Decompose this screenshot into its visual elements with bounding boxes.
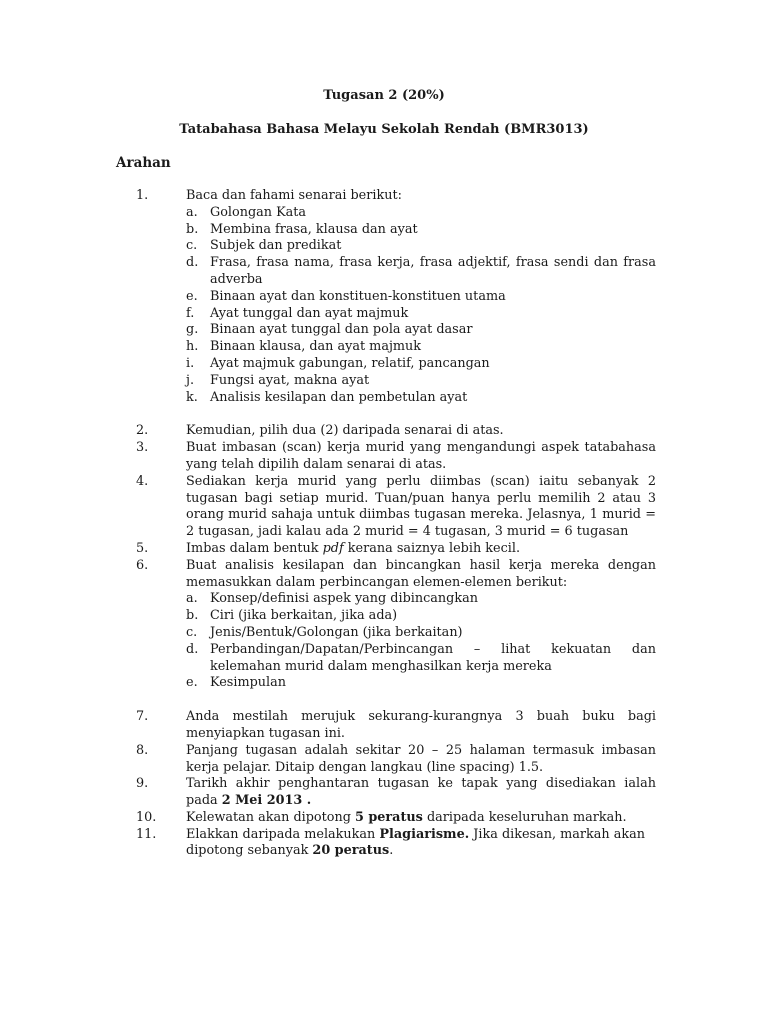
- item-text: [186, 776, 656, 810]
- sub-item-letter: d.: [186, 255, 199, 271]
- sub-item: [186, 322, 656, 339]
- sub-item-text: Perbandingan/Dapatan/Perbincangan – lihat kekuatan dan kelemahan murid dalam menghasilkan kerja mereka: [210, 641, 656, 674]
- item-text: [186, 827, 656, 861]
- sub-item-text: Jenis/Bentuk/Golongan (jika berkaitan): [210, 624, 463, 640]
- item-text-part: kerana saiznya lebih kecil.: [343, 540, 521, 556]
- sub-item-text: Membina frasa, klausa dan ayat: [210, 221, 418, 237]
- sub-item-letter: g.: [186, 322, 199, 338]
- instruction-list: [136, 188, 656, 860]
- list-item: [136, 810, 656, 827]
- item-text: Panjang tugasan adalah sekitar 20 – 25 halaman termasuk imbasan kerja pelajar. Ditaip dengan langkau (line spacing) 1.5.: [186, 742, 656, 775]
- item-number: 1.: [136, 188, 149, 203]
- list-item: [136, 558, 656, 692]
- item-text-italic: pdf: [322, 540, 344, 556]
- sub-item: [186, 289, 656, 306]
- spacer: [136, 692, 656, 709]
- item-number: 5.: [136, 540, 149, 556]
- sub-item-letter: d.: [186, 641, 199, 657]
- item-text-part: Elakkan daripada melakukan: [186, 826, 380, 842]
- sub-item-letter: b.: [186, 221, 199, 237]
- item-number: 8.: [136, 742, 149, 758]
- item-text-part: Kelewatan akan dipotong: [186, 809, 355, 825]
- sub-item: [186, 625, 656, 642]
- item-number: 10.: [136, 809, 157, 825]
- item-text-line: Buat analisis kesilapan dan bincangkan hasil kerja mereka dengan memasukkan dalam perbincangan elemen-elemen berikut:: [186, 557, 656, 590]
- item-text: [186, 541, 656, 558]
- list-item: [136, 474, 656, 541]
- sub-item-letter: b.: [186, 608, 199, 624]
- sub-item: [186, 339, 656, 356]
- item-text: Kemudian, pilih dua (2) daripada senarai di atas.: [186, 423, 504, 439]
- sub-item-text: Konsep/definisi aspek yang dibincangkan: [210, 591, 478, 607]
- item-text: Buat imbasan (scan) kerja murid yang mengandungi aspek tatabahasa yang telah dipilih dalam senarai di atas.: [186, 440, 656, 472]
- item-text-part: Tarikh akhir penghantaran tugasan ke tapak yang disediakan ialah pada: [186, 776, 656, 809]
- sub-item-letter: e.: [186, 675, 198, 691]
- item-number: 7.: [136, 709, 149, 725]
- sub-item: [186, 608, 656, 625]
- item-text-bold: 5 peratus: [354, 809, 423, 825]
- sub-item-letter: f.: [186, 305, 195, 321]
- sub-item-text: Fungsi ayat, makna ayat: [210, 372, 370, 388]
- list-item: [136, 423, 656, 440]
- item-number: 9.: [136, 776, 149, 792]
- sub-item-letter: k.: [186, 389, 198, 405]
- item-text: [186, 810, 656, 827]
- item-number: 4.: [136, 473, 149, 489]
- item-text: [186, 188, 656, 406]
- sub-item-text: Golongan Kata: [210, 204, 307, 220]
- list-item: [136, 188, 656, 406]
- sub-item-letter: h.: [186, 339, 199, 355]
- sub-item-text: Binaan klausa, dan ayat majmuk: [210, 339, 422, 355]
- section-heading: Arahan: [116, 155, 171, 171]
- sub-item-text: Ayat tunggal dan ayat majmuk: [210, 305, 409, 321]
- sub-item-letter: j.: [186, 372, 195, 388]
- sub-item-letter: i.: [186, 355, 195, 371]
- list-item: [136, 743, 656, 777]
- sub-item: [186, 356, 656, 373]
- sub-item: [186, 390, 656, 407]
- document-title: Tugasan 2 (20%): [323, 88, 445, 103]
- item-text-bold: 2 Mei 2013 .: [221, 793, 312, 809]
- sub-item: [186, 306, 656, 323]
- sub-item-text: Subjek dan predikat: [210, 238, 342, 254]
- sub-item: [186, 255, 656, 289]
- sub-item: [186, 205, 656, 222]
- item-number: 3.: [136, 440, 149, 456]
- item-number: 11.: [136, 826, 157, 842]
- list-item: [136, 827, 656, 861]
- sub-item-letter: c.: [186, 624, 198, 640]
- sub-item-letter: e.: [186, 288, 198, 304]
- sub-item: [186, 222, 656, 239]
- sub-item-text: Binaan ayat dan konstituen-konstituen utama: [210, 288, 506, 304]
- sub-item-text: Binaan ayat tunggal dan pola ayat dasar: [210, 322, 473, 338]
- item-number: 6.: [136, 557, 149, 573]
- item-text: [186, 558, 656, 692]
- sub-item-text: Frasa, frasa nama, frasa kerja, frasa adjektif, frasa sendi dan frasa adverba: [210, 255, 656, 287]
- sub-item-letter: c.: [186, 238, 198, 254]
- list-item: [136, 709, 656, 743]
- document-subtitle: Tatabahasa Bahasa Melayu Sekolah Rendah (BMR3013): [179, 122, 589, 137]
- sub-item-text: Ciri (jika berkaitan, jika ada): [210, 608, 398, 624]
- list-item: [136, 776, 656, 810]
- item-number: 2.: [136, 423, 149, 439]
- sub-item: [186, 591, 656, 608]
- item-text-part: Jika dikesan, markah akan dipotong sebanyak: [186, 826, 645, 859]
- sub-item-text: Analisis kesilapan dan pembetulan ayat: [210, 389, 468, 405]
- spacer: [136, 406, 656, 423]
- sub-item-text: Ayat majmuk gabungan, relatif, pancangan: [210, 355, 490, 371]
- item-text-bold: Plagiarisme.: [379, 826, 470, 842]
- sub-item: [186, 675, 656, 692]
- sub-item-text: Kesimpulan: [210, 675, 286, 691]
- list-item: [136, 541, 656, 558]
- item-text: Sediakan kerja murid yang perlu diimbas (scan) iaitu sebanyak 2 tugasan bagi setiap murid. Tuan/puan hanya perlu memilih 2 atau 3 orang murid sahaja untuk diimbas tugasan mereka. Jelasnya, 1 murid = 2 tugasan, jadi kalau ada 2 murid = 4 tugasan, 3 murid = 6 tugasan: [186, 473, 656, 540]
- item-text-part: Imbas dalam bentuk: [186, 540, 323, 556]
- list-item: [136, 440, 656, 474]
- sub-item: [186, 238, 656, 255]
- sub-item: [186, 373, 656, 390]
- item-text-line: Baca dan fahami senarai berikut:: [186, 188, 402, 203]
- item-text: Anda mestilah merujuk sekurang-kurangnya 3 buah buku bagi menyiapkan tugasan ini.: [186, 709, 656, 741]
- item-text-part: .: [389, 843, 394, 859]
- item-text-part: daripada keseluruhan markah.: [422, 809, 627, 825]
- sub-item-letter: a.: [186, 591, 198, 607]
- sub-item: [186, 642, 656, 676]
- item-text-bold: 20 peratus: [312, 843, 390, 859]
- sub-item-letter: a.: [186, 204, 198, 220]
